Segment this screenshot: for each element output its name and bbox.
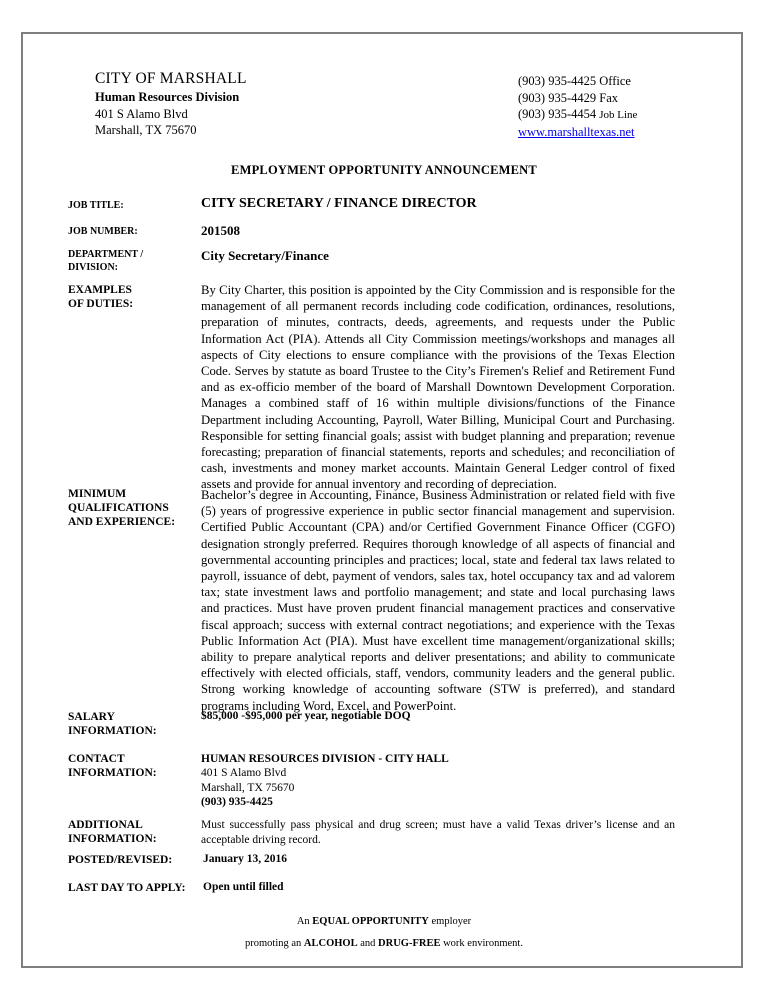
- job-line-phone: (903) 935-4454 Job Line: [518, 107, 638, 121]
- job-number-label: JOB NUMBER:: [68, 226, 138, 237]
- contact-address-2: Marshall, TX 75670: [201, 781, 295, 794]
- contact-info: [201, 752, 675, 810]
- address-line-2: Marshall, TX 75670: [95, 123, 197, 137]
- lastday-text: Open until filled: [203, 881, 284, 893]
- additional-text: Must successfully pass physical and drug screen; must have a valid Texas driver’s license and an acceptable driving record.: [201, 819, 675, 846]
- office-phone: (903) 935-4425 Office: [518, 74, 631, 88]
- contact-phone: (903) 935-4425: [201, 796, 273, 808]
- contact-address-1: 401 S Alamo Blvd: [201, 767, 287, 779]
- website-link[interactable]: www.marshalltexas.net: [518, 124, 635, 139]
- lastday-label: LAST DAY TO APPLY:: [68, 882, 186, 894]
- city-name: CITY OF MARSHALL: [95, 70, 247, 87]
- salary-label: SALARY INFORMATION:: [68, 711, 157, 737]
- contact-title: HUMAN RESOURCES DIVISION - CITY HALL: [201, 753, 449, 765]
- header-contacts: [518, 73, 637, 140]
- duties-text: By City Charter, this position is appointed by the City Commission and is responsible for the management of all permanent records including code codification, ordinances, resolutions, preparation of minutes, contracts, deeds, agreements, and requests under the Public Information Act (PIA). Attends all City Commission meetings/workshops and manages all aspects of City elections to ensure compliance with the provisions of the Texas Election Code. Serves by statute as board Trustee to the City’s Firemen's Relief and Retirement Fund and as ex-officio member of the board of Marshall Downtown Development Corporation. Manages a combined staff of 16 within multiple divisions/functions of the Finance Department including Accounting, Payroll, Water Billing, Municipal Court and Purchasing. Responsible for setting financial goals; assist with budget planning and preparation; revenue forecasting; preparation of financial statements, reports and schedules; and reconciliation of cash, investments and money market accounts. Maintain General Ledger control of fixed assets and provide for annual inventory and recording of depreciation.: [201, 283, 675, 492]
- duties-label: EXAMPLES OF DUTIES:: [68, 284, 134, 310]
- department-label: DEPARTMENT / DIVISION:: [68, 249, 144, 273]
- footer-drug-free: promoting an ALCOHOL and DRUG-FREE work environment.: [245, 938, 523, 949]
- contact-label: CONTACT INFORMATION:: [68, 753, 157, 779]
- division-name: Human Resources Division: [95, 90, 240, 104]
- qualifications-label: MINIMUM QUALIFICATIONS AND EXPERIENCE:: [68, 488, 176, 528]
- posted-date: January 13, 2016: [203, 853, 288, 865]
- address-line-1: 401 S Alamo Blvd: [95, 107, 188, 121]
- salary-text: $85,000 -$95,000 per year, negotiable DOQ: [201, 710, 411, 722]
- additional-label: ADDITIONAL INFORMATION:: [68, 819, 157, 845]
- fax-phone: (903) 935-4429 Fax: [518, 90, 618, 105]
- job-title: CITY SECRETARY / FINANCE DIRECTOR: [201, 196, 477, 211]
- posted-label: POSTED/REVISED:: [68, 854, 173, 866]
- department: City Secretary/Finance: [201, 248, 329, 263]
- qualifications-text: Bachelor’s degree in Accounting, Finance, Business Administration or related field with five (5) years of progressive experience in public sector financial management and supervision. Certified Public Accountant (CPA) and/or Certified Government Finance Officer (CGFO) designation strongly preferred. Requires thorough knowledge of all aspects of financial and governmental accounting principles and practices; local, state and federal tax laws related to payroll, issuance of debt, payment of vendors, sales tax, hotel occupancy tax and ad valorem tax; state investment laws and portfolio management; and state and local purchasing laws and practices. Must have proven prudent financial management practices and conservative fiscal approach; success with external contract negotiations; and experience with the Texas Public Information Act (PIA). Must have excellent time management/organizational skills; ability to prepare analytical reports and deliver presentations; and ability to communicate effectively with elected officials, staff, vendors, community leaders and the general public. Strong working knowledge of accounting software (STW is preferred), and standard programs including Word, Excel, and PowerPoint.: [201, 488, 675, 713]
- footer-eeo: An EQUAL OPPORTUNITY employer: [296, 916, 472, 927]
- announcement-title: EMPLOYMENT OPPORTUNITY ANNOUNCEMENT: [231, 163, 537, 177]
- job-number: 201508: [201, 223, 240, 238]
- job-title-label: JOB TITLE:: [68, 200, 124, 211]
- header-organization: [95, 70, 247, 138]
